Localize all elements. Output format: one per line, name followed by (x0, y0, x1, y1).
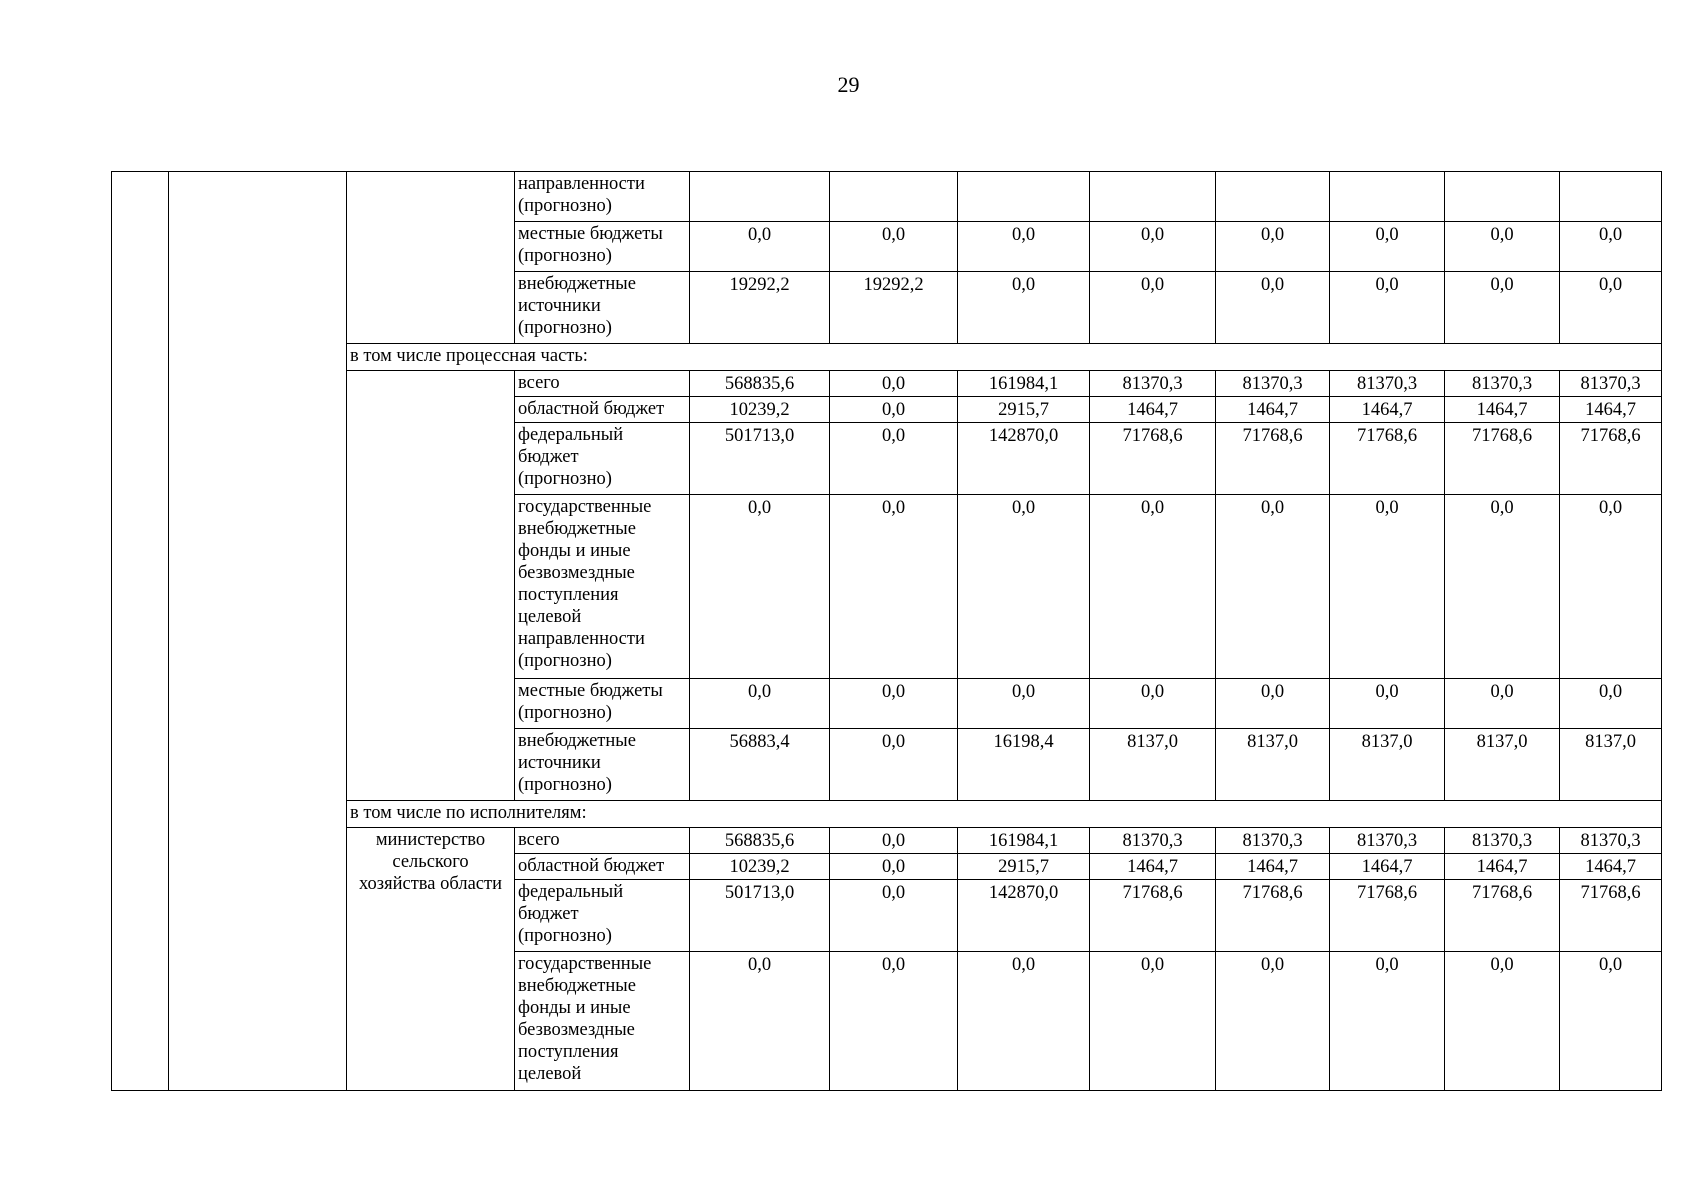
section-header: в том числе процессная часть: (347, 344, 1662, 371)
funding-source-label: местные бюджеты (прогнозно) (515, 222, 690, 272)
funding-source-label: всего (515, 828, 690, 854)
value-cell: 19292,2 (690, 272, 830, 344)
executor-cell (347, 371, 515, 801)
value-cell: 8137,0 (1090, 729, 1216, 801)
value-cell: 81370,3 (1090, 371, 1216, 397)
value-cell: 0,0 (958, 222, 1090, 272)
value-cell (958, 172, 1090, 222)
value-cell: 0,0 (1216, 679, 1330, 729)
value-cell: 2915,7 (958, 397, 1090, 423)
value-cell (1445, 172, 1560, 222)
value-cell: 10239,2 (690, 397, 830, 423)
value-cell: 0,0 (1560, 495, 1662, 679)
value-cell: 16198,4 (958, 729, 1090, 801)
value-cell: 0,0 (1560, 679, 1662, 729)
value-cell: 1464,7 (1330, 397, 1445, 423)
value-cell: 0,0 (1330, 679, 1445, 729)
value-cell: 56883,4 (690, 729, 830, 801)
value-cell: 0,0 (1090, 272, 1216, 344)
value-cell: 0,0 (1445, 272, 1560, 344)
value-cell: 0,0 (690, 495, 830, 679)
executor-cell: министерство сельского хозяйства области (347, 828, 515, 1091)
value-cell: 8137,0 (1445, 729, 1560, 801)
funding-source-label: местные бюджеты (прогнозно) (515, 679, 690, 729)
value-cell: 71768,6 (1216, 880, 1330, 952)
value-cell: 8137,0 (1560, 729, 1662, 801)
value-cell: 81370,3 (1445, 371, 1560, 397)
funding-source-label: всего (515, 371, 690, 397)
value-cell: 568835,6 (690, 371, 830, 397)
value-cell: 2915,7 (958, 854, 1090, 880)
value-cell: 19292,2 (830, 272, 958, 344)
funding-source-label: внебюджетные источники (прогнозно) (515, 729, 690, 801)
value-cell: 0,0 (830, 952, 958, 1091)
value-cell: 0,0 (1330, 272, 1445, 344)
value-cell: 0,0 (1090, 222, 1216, 272)
value-cell: 0,0 (830, 423, 958, 495)
value-cell (830, 172, 958, 222)
executor-cell (347, 172, 515, 344)
value-cell: 142870,0 (958, 423, 1090, 495)
funding-source-label: направленности (прогнозно) (515, 172, 690, 222)
value-cell: 1464,7 (1560, 854, 1662, 880)
section-header: в том числе по исполнителям: (347, 801, 1662, 828)
value-cell: 0,0 (830, 495, 958, 679)
value-cell: 0,0 (1216, 952, 1330, 1091)
value-cell: 0,0 (1330, 495, 1445, 679)
value-cell: 0,0 (1445, 679, 1560, 729)
value-cell: 0,0 (1560, 222, 1662, 272)
value-cell: 0,0 (1560, 272, 1662, 344)
value-cell: 0,0 (830, 371, 958, 397)
value-cell: 8137,0 (1330, 729, 1445, 801)
value-cell: 1464,7 (1445, 397, 1560, 423)
value-cell: 0,0 (1445, 222, 1560, 272)
value-cell: 0,0 (1216, 495, 1330, 679)
value-cell: 0,0 (830, 854, 958, 880)
value-cell: 81370,3 (1216, 828, 1330, 854)
value-cell: 1464,7 (1090, 854, 1216, 880)
value-cell: 71768,6 (1090, 423, 1216, 495)
value-cell (1090, 172, 1216, 222)
value-cell: 0,0 (830, 880, 958, 952)
value-cell: 1464,7 (1330, 854, 1445, 880)
value-cell: 0,0 (690, 679, 830, 729)
value-cell: 71768,6 (1560, 423, 1662, 495)
value-cell (1216, 172, 1330, 222)
value-cell: 0,0 (958, 495, 1090, 679)
value-cell: 8137,0 (1216, 729, 1330, 801)
value-cell: 0,0 (1090, 952, 1216, 1091)
value-cell: 501713,0 (690, 880, 830, 952)
value-cell: 71768,6 (1330, 423, 1445, 495)
value-cell: 1464,7 (1090, 397, 1216, 423)
value-cell: 161984,1 (958, 371, 1090, 397)
value-cell: 0,0 (958, 952, 1090, 1091)
value-cell: 71768,6 (1560, 880, 1662, 952)
value-cell: 0,0 (958, 679, 1090, 729)
value-cell: 0,0 (1560, 952, 1662, 1091)
value-cell (1330, 172, 1445, 222)
value-cell: 0,0 (1216, 222, 1330, 272)
value-cell: 1464,7 (1560, 397, 1662, 423)
funding-source-label: федеральный бюджет (прогнозно) (515, 423, 690, 495)
value-cell (690, 172, 830, 222)
value-cell: 71768,6 (1445, 423, 1560, 495)
budget-table (111, 171, 1662, 1091)
funding-source-label: государственные внебюджетные фонды и иные безвозмездные поступления целевой (515, 952, 690, 1091)
value-cell: 0,0 (1090, 495, 1216, 679)
value-cell: 568835,6 (690, 828, 830, 854)
value-cell: 0,0 (830, 729, 958, 801)
funding-source-label: областной бюджет (515, 854, 690, 880)
value-cell: 10239,2 (690, 854, 830, 880)
value-cell: 71768,6 (1090, 880, 1216, 952)
value-cell: 142870,0 (958, 880, 1090, 952)
value-cell: 0,0 (958, 272, 1090, 344)
value-cell: 0,0 (830, 828, 958, 854)
value-cell: 0,0 (1445, 952, 1560, 1091)
value-cell: 1464,7 (1216, 397, 1330, 423)
value-cell: 0,0 (830, 679, 958, 729)
value-cell: 161984,1 (958, 828, 1090, 854)
value-cell: 81370,3 (1090, 828, 1216, 854)
value-cell: 71768,6 (1216, 423, 1330, 495)
value-cell: 0,0 (690, 952, 830, 1091)
index-column-cell (112, 172, 169, 1091)
funding-source-label: федеральный бюджет (прогнозно) (515, 880, 690, 952)
measure-name-cell (169, 172, 347, 1091)
value-cell: 1464,7 (1216, 854, 1330, 880)
value-cell: 71768,6 (1330, 880, 1445, 952)
value-cell: 1464,7 (1445, 854, 1560, 880)
value-cell: 0,0 (830, 222, 958, 272)
value-cell: 0,0 (1330, 222, 1445, 272)
page-number: 29 (837, 72, 860, 97)
value-cell: 0,0 (690, 222, 830, 272)
value-cell: 501713,0 (690, 423, 830, 495)
table-row (112, 172, 1662, 222)
value-cell: 71768,6 (1445, 880, 1560, 952)
value-cell: 81370,3 (1560, 828, 1662, 854)
value-cell: 0,0 (1445, 495, 1560, 679)
value-cell: 81370,3 (1216, 371, 1330, 397)
value-cell: 81370,3 (1330, 371, 1445, 397)
value-cell: 0,0 (1090, 679, 1216, 729)
value-cell: 0,0 (1216, 272, 1330, 344)
value-cell: 81370,3 (1330, 828, 1445, 854)
funding-source-label: внебюджетные источники (прогнозно) (515, 272, 690, 344)
value-cell: 0,0 (830, 397, 958, 423)
funding-source-label: государственные внебюджетные фонды и иные безвозмездные поступления целевой направленности (прогнозно) (515, 495, 690, 679)
funding-source-label: областной бюджет (515, 397, 690, 423)
value-cell (1560, 172, 1662, 222)
value-cell: 0,0 (1330, 952, 1445, 1091)
value-cell: 81370,3 (1445, 828, 1560, 854)
value-cell: 81370,3 (1560, 371, 1662, 397)
